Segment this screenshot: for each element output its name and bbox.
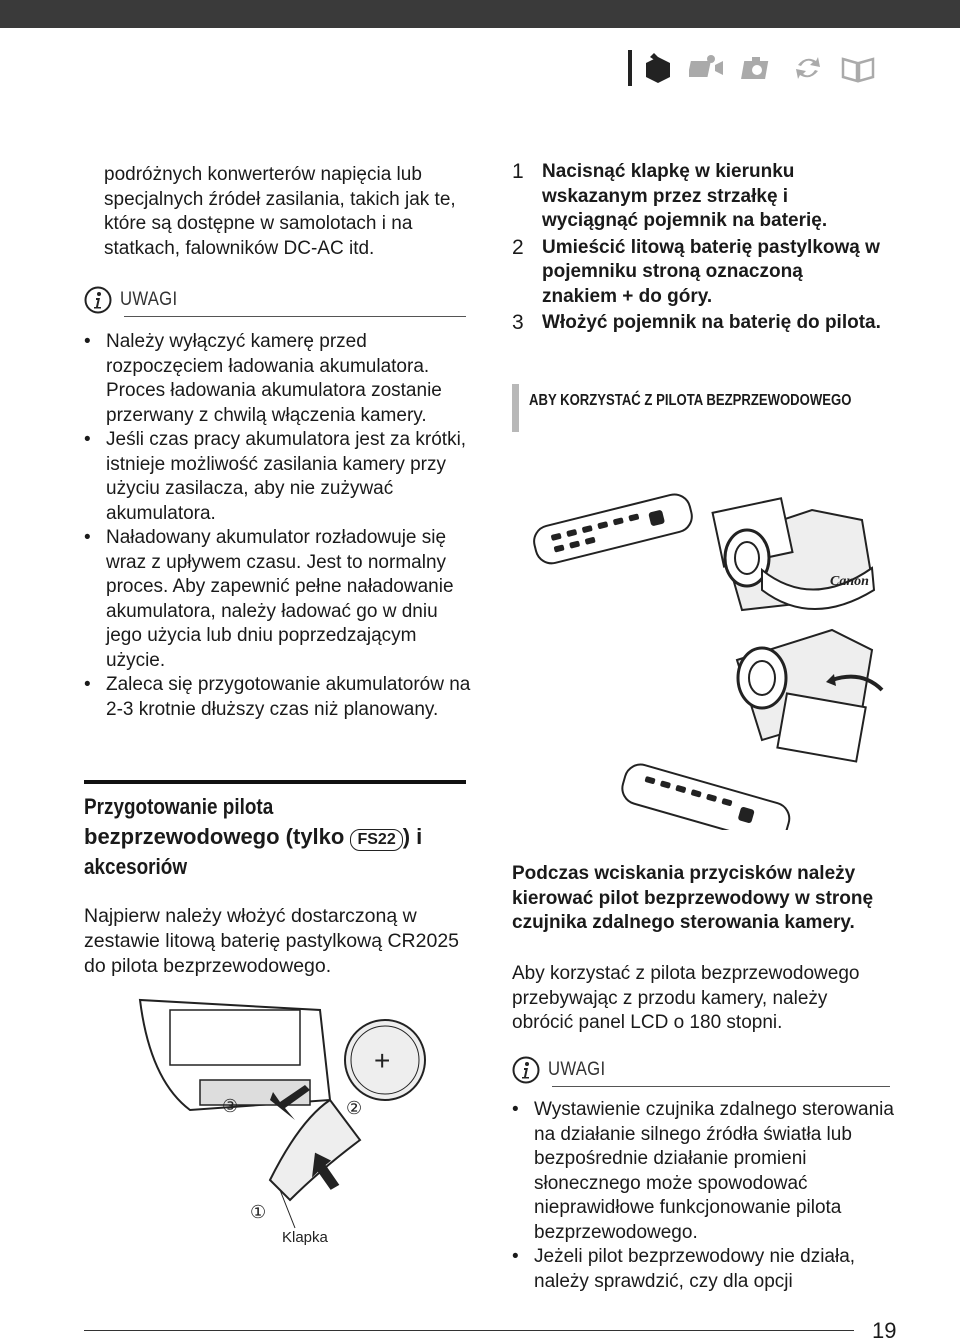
preparation-icon <box>638 50 678 86</box>
note-header <box>84 286 185 314</box>
step-1: 1 Nacisnąć klapkę w kierunku wskazanym przez strzałkę i wyciągnąć pojemnik na baterię. <box>512 160 828 231</box>
heading-bar <box>512 384 519 432</box>
model-badge: FS22 <box>350 829 402 851</box>
list-item: • Jeśli czas pracy akumulatora jest za krótki, istnieje możliwość zasilania kamery przy użyciu zasilacza, aby nie zużywać akumulatora. <box>84 428 474 526</box>
remote-control-icon <box>531 491 695 567</box>
page-number: 19 <box>872 1318 897 1343</box>
plus-sign: + <box>374 1045 391 1076</box>
video-camera-icon <box>688 50 728 86</box>
remote-camera-illustration <box>512 450 892 830</box>
battery-insertion-illustration <box>130 990 450 1250</box>
section-rule-left <box>84 780 466 784</box>
note-list <box>84 330 474 722</box>
label-3: ③ <box>222 1096 239 1116</box>
section-intro: Najpierw należy włożyć dostarczoną w zestawie litową baterię pastylkową CR2025 do pilota bezprzewodowego. <box>84 905 460 977</box>
connection-icon <box>788 50 828 86</box>
top-bar <box>0 0 960 28</box>
remote-direction-note: Podczas wciskania przycisków należy kierować pilot bezprzewodowy w stronę czujnika zdalnego sterowania kamery. <box>512 863 874 933</box>
intro-paragraph: podróżnych konwerterów napięcia lub specjalnych źródeł zasilania, takich jak te, które są dostępne w samolotach i na statkach, falowników DC-AC itd. <box>104 164 456 259</box>
lcd-rotation-text: Aby korzystać z pilota bezprzewodowego przebywając z przodu kamery, należy obrócić panel LCD o 180 stopni. <box>512 963 860 1033</box>
label-1: ① <box>250 1202 267 1222</box>
camcorder-icon <box>713 498 874 610</box>
photo-camera-icon <box>738 50 778 86</box>
icon-divider <box>628 50 632 86</box>
remote-control-icon-2 <box>619 761 793 830</box>
step-2: 2 Umieścić litową baterię pastylkową w pojemniku stroną oznaczoną znakiem + do góry. <box>512 235 880 307</box>
camcorder-rotated-icon <box>737 630 882 761</box>
info-icon <box>512 1056 540 1084</box>
note-rule-2 <box>552 1086 890 1087</box>
note-title: UWAGI <box>548 1059 606 1080</box>
subsection-heading: ABY KORZYSTAĆ Z PILOTA BEZPRZEWODOWEGO <box>512 384 922 432</box>
klapka-caption: Klapka <box>282 1229 328 1246</box>
step-3: 3 Włożyć pojemnik na baterię do pilota. <box>512 311 881 334</box>
list-item: • Należy wyłączyć kamerę przed rozpoczęciem ładowania akumulatora. Proces ładowania akumulatora zostanie przerwany z chwilą włączenia kamery. <box>84 330 474 428</box>
list-item: • Naładowany akumulator rozładowuje się wraz z upływem czasu. Jest to normalny proces. Aby zapewnić pełne naładowanie akumulatora, należy ładować go w dniu jego użycia lub dniu poprzedzającym użycie. <box>84 526 474 673</box>
section-title: Przygotowanie pilota bezprzewodowego (tylko FS22 ) i akcesoriów <box>84 794 423 879</box>
list-item: • Zaleca się przygotowanie akumulatorów na 2-3 krotnie dłuższy czas niż planowany. <box>84 673 474 722</box>
info-icon <box>84 286 112 314</box>
note-rule <box>124 316 466 317</box>
list-item: • Jeżeli pilot bezprzewodowy nie działa, należy sprawdzić, czy dla opcji <box>512 1245 897 1294</box>
steps-list <box>512 160 882 338</box>
book-icon <box>838 50 878 86</box>
note-header-2 <box>512 1056 613 1084</box>
footer-rule <box>84 1330 854 1331</box>
label-2: ② <box>346 1098 363 1118</box>
note-title: UWAGI <box>120 289 178 310</box>
brand-logo: Canon <box>830 574 869 589</box>
list-item: • Wystawienie czujnika zdalnego sterowania na działanie silnego źródła światła lub bezpośrednie działanie promieni słonecznego może spowodować nieprawidłowe funkcjonowanie pilota bezprzewodowego. <box>512 1098 897 1245</box>
note-list-2 <box>512 1098 897 1294</box>
chapter-icons <box>628 46 896 90</box>
